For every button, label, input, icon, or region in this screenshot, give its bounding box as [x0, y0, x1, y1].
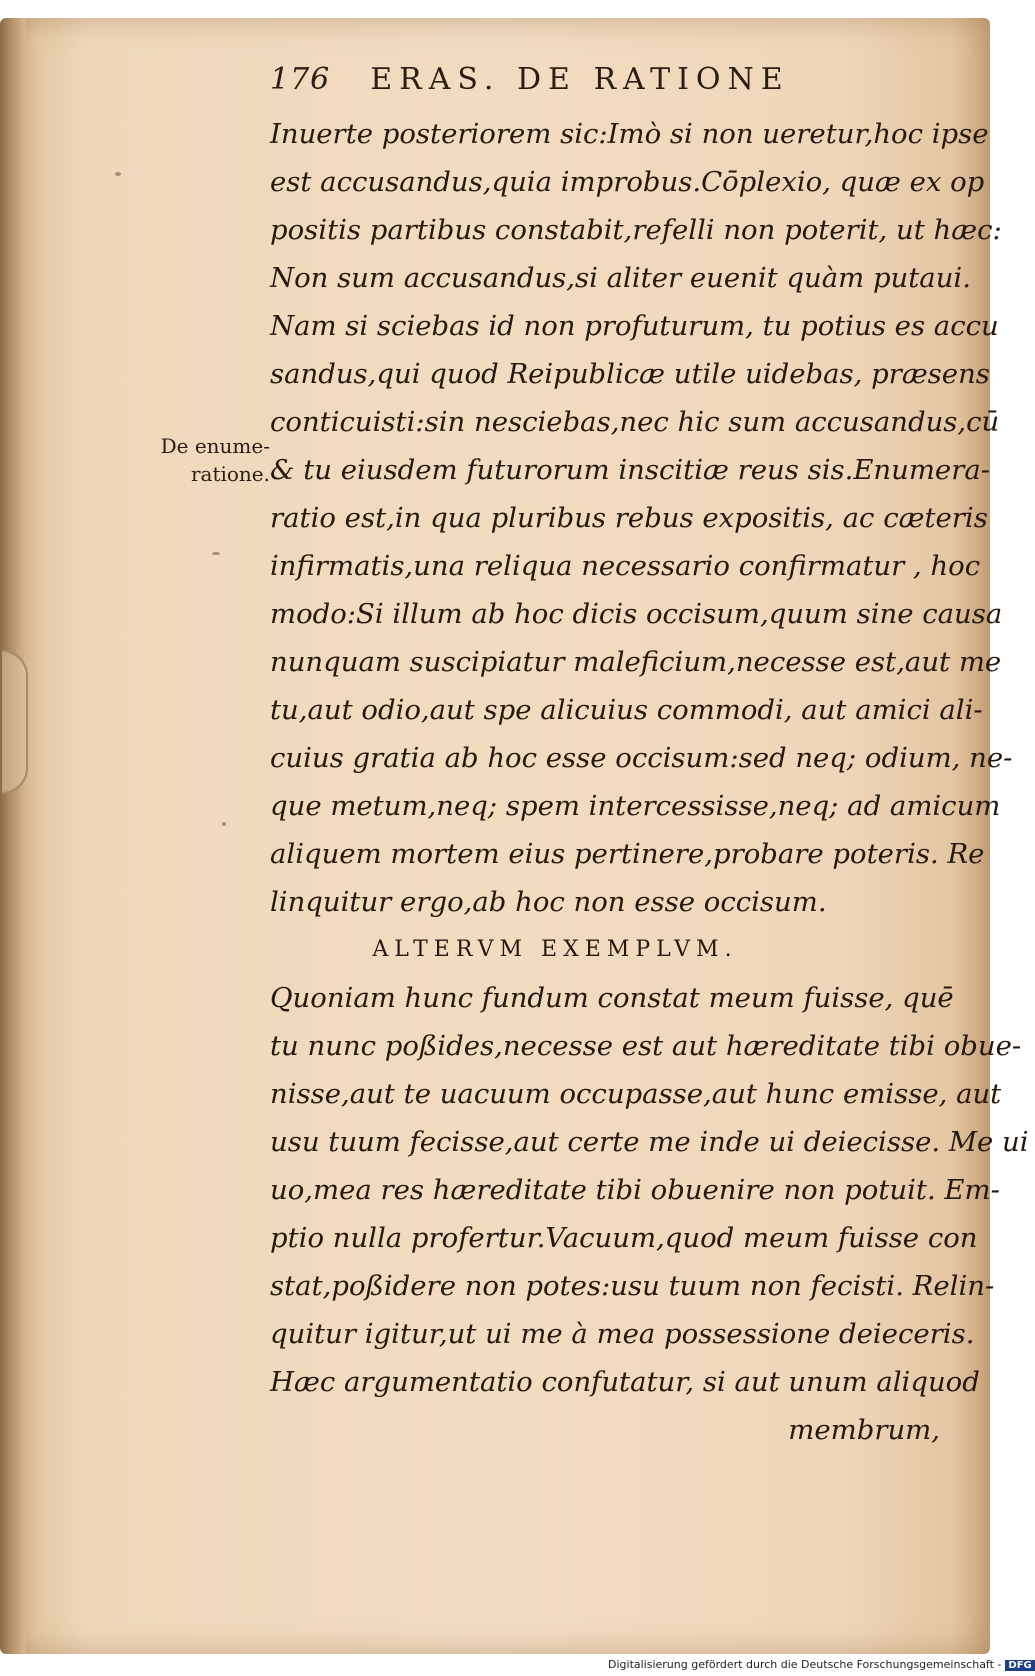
text-line: tu,aut odio,aut spe alicuius commodi, aut amici ali- [270, 694, 983, 726]
marginal-note-line: ratione. [190, 462, 270, 486]
text-line: tu nunc poßides,necesse est aut hæreditate tibi obue- [270, 1030, 1022, 1062]
dfg-logo-icon: DFG [1005, 1660, 1034, 1671]
text-line: ratio est,in qua pluribus rebus expositis, ac cæteris [270, 502, 988, 534]
text-line: linquitur ergo,ab hoc non esse occisum. [270, 886, 827, 918]
text-line: que metum,neq; spem intercessisse,neq; ad amicum [270, 790, 1001, 822]
text-line: Nam si sciebas id non profuturum, tu potius es accu [270, 310, 999, 342]
text-line: uo,mea res hæreditate tibi obuenire non potuit. Em- [270, 1174, 1000, 1206]
text-line: Quoniam hunc fundum constat meum fuisse, quē [270, 982, 954, 1014]
paper-speck [115, 172, 121, 176]
paper-speck [222, 822, 226, 826]
text-line: quitur igitur,ut ui me à mea possessione deieceris. [270, 1318, 975, 1350]
running-header [270, 62, 930, 97]
text-line: conticuisti:sin nesciebas,nec hic sum accusandus,cū [270, 406, 1000, 438]
footer-text: Digitalisierung gefördert durch die Deutsche Forschungsgemeinschaft - [608, 1658, 1002, 1671]
text-line: positis partibus constabit,refelli non poterit, ut hæc: [270, 214, 1002, 246]
text-line: cuius gratia ab hoc esse occisum:sed neq; odium, ne- [270, 742, 1013, 774]
text-line: nisse,aut te uacuum occupasse,aut hunc emisse, aut [270, 1078, 1002, 1110]
text-line: modo:Si illum ab hoc dicis occisum,quum sine causa [270, 598, 1003, 630]
text-line: nunquam suscipiatur maleficium,necesse est,aut me [270, 646, 1002, 678]
text-line: aliquem mortem eius pertinere,probare poteris. Re [270, 838, 985, 870]
running-title: ERAS. DE RATIONE [370, 62, 790, 97]
text-line: Non sum accusandus,si aliter euenit quàm putaui. [270, 262, 971, 294]
text-line: usu tuum fecisse,aut certe me inde ui deiecisse. Me ui [270, 1126, 1029, 1158]
digitization-footer [608, 1658, 1035, 1671]
page-gutter [0, 18, 26, 1654]
text-line: ptio nulla profertur.Vacuum,quod meum fuisse con [270, 1222, 978, 1254]
text-line: Inuerte posteriorem sic:Imò si non ueretur,hoc ipse [270, 118, 989, 150]
text-line: sandus,qui quod Reipublicæ utile uidebas, præsens [270, 358, 990, 390]
page-number: 176 [270, 62, 331, 97]
marginal-note-line: De enume- [160, 434, 270, 458]
text-line: & tu eiusdem futurorum inscitiæ reus sis.Enumera- [270, 454, 991, 486]
text-line: Hæc argumentatio confutatur, si aut unum aliquod [270, 1366, 980, 1398]
text-line: infirmatis,una reliqua necessario confirmatur , hoc [270, 550, 981, 582]
body-text [270, 110, 1029, 1454]
section-subheading: ALTERVM EXEMPLVM. [372, 937, 738, 962]
page-clip-mark [2, 650, 28, 794]
paper-speck [212, 552, 220, 555]
text-line: est accusandus,quia improbus.Cōplexio, quæ ex op [270, 166, 985, 198]
catchword: membrum, [788, 1414, 940, 1446]
marginal-note [140, 432, 270, 488]
text-line: stat,poßidere non potes:usu tuum non fecisti. Relin- [270, 1270, 995, 1302]
